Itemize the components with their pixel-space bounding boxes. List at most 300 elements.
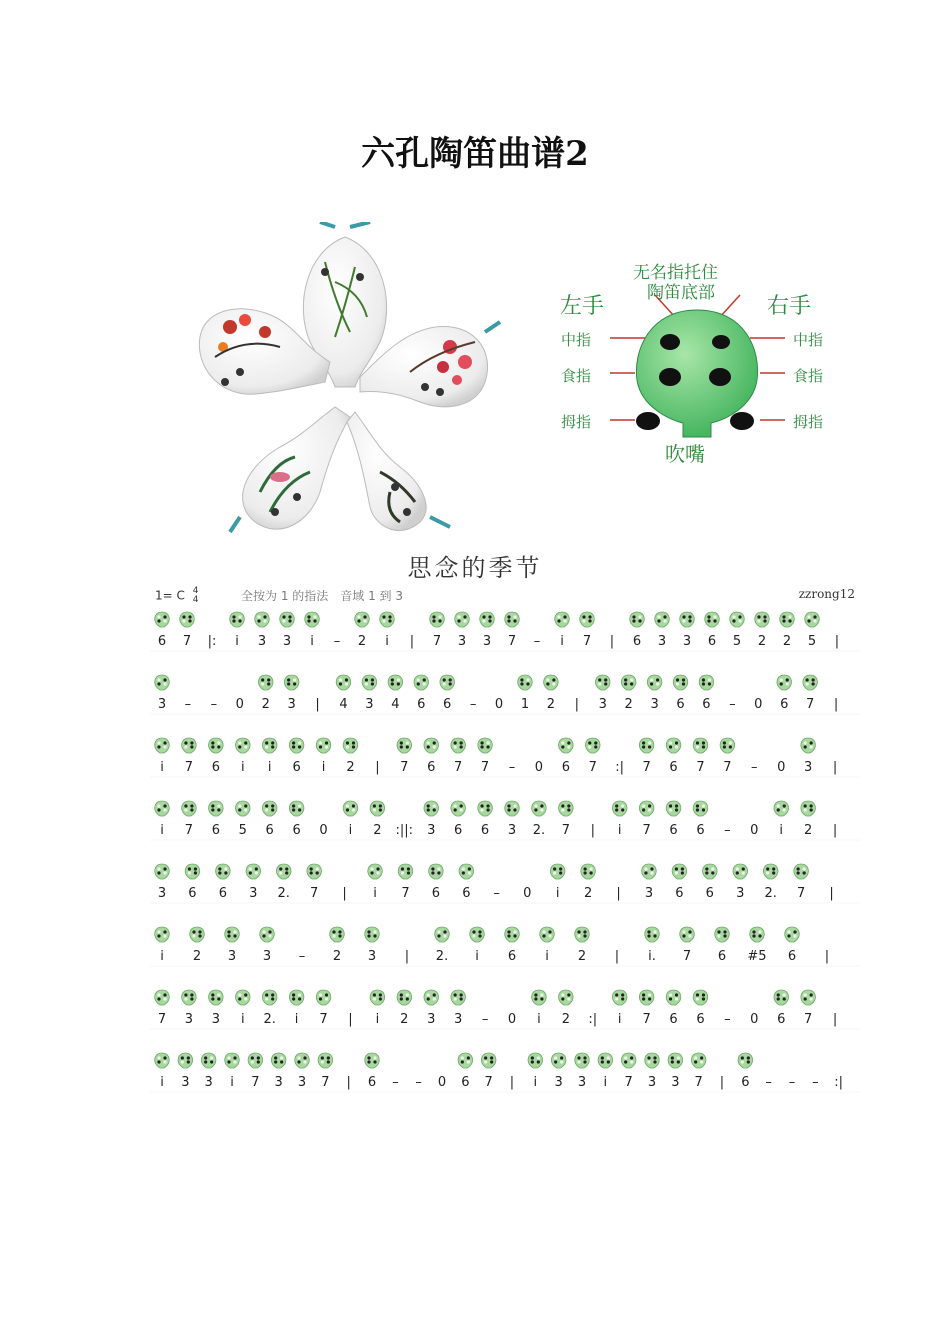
fingering-icon [182, 990, 196, 1005]
score-token: 3 [657, 634, 667, 649]
fingering-icon [435, 927, 449, 942]
score-token: – [415, 1075, 422, 1090]
score-token: i [235, 634, 239, 649]
fingering-icon [705, 612, 719, 627]
score-token: 6 [188, 886, 197, 901]
score-token: 6 [462, 886, 471, 901]
fingering-icon [666, 990, 680, 1005]
score-token: – [724, 823, 731, 838]
fingering-icon [555, 612, 569, 627]
score-token: 3 [204, 1075, 213, 1090]
fingering-icon [295, 1053, 309, 1068]
fingering-icon [803, 675, 817, 690]
left-index-finger-label: 食指 [561, 367, 592, 385]
score-token: | [609, 634, 615, 649]
fingering-icon [655, 612, 669, 627]
score-token: 6 [675, 886, 684, 901]
score-token: 0 [235, 697, 244, 712]
key-signature-text: 1= C [155, 588, 185, 603]
fingering-icon [647, 675, 661, 690]
score-token: i [603, 1075, 608, 1090]
ocarina-bottom-left [230, 407, 350, 532]
score-token: 3 [157, 697, 167, 712]
score-token: 6 [157, 634, 167, 649]
fingering-icon [429, 864, 443, 879]
fingering-icon [801, 990, 815, 1005]
fingering-icon [785, 927, 799, 942]
score-token: 0 [754, 697, 763, 712]
score-token: 0 [777, 760, 786, 775]
score-line [150, 675, 860, 714]
score-token: 7 [696, 760, 705, 775]
fingering-icon [246, 864, 260, 879]
fingering-icon [397, 990, 411, 1005]
score-line [150, 927, 860, 966]
score-token: | [834, 634, 840, 649]
score-token: 2 [332, 949, 342, 964]
score-token: | [832, 760, 838, 775]
fingering-icon [182, 801, 196, 816]
fingering-icon [289, 738, 303, 753]
score-token: 6 [292, 823, 301, 838]
score-token: 1 [520, 697, 530, 712]
time-signature-top: 4 [192, 586, 199, 596]
fingering-icon [307, 864, 321, 879]
fingering-icon [343, 738, 357, 753]
score-token: 3 [598, 697, 607, 712]
score-line [150, 738, 860, 777]
score-token: i [555, 886, 560, 901]
fingering-icon [236, 990, 250, 1005]
score-token: 7 [454, 760, 463, 775]
score-token: :||: [395, 823, 414, 838]
score-token: 6 [211, 760, 220, 775]
score-token: 2 [261, 697, 270, 712]
score-token: i [385, 634, 389, 649]
score-token: i [545, 949, 549, 964]
fingering-icon [666, 801, 680, 816]
score-line [150, 801, 860, 840]
score-token: 3 [227, 949, 237, 964]
score-token: 6 [427, 760, 436, 775]
score-token: 6 [780, 697, 789, 712]
score-token: i [373, 886, 377, 901]
score-token: 0 [319, 823, 328, 838]
score-token: 0 [534, 760, 544, 775]
fingering-icon [280, 612, 294, 627]
fingering-icon [481, 1053, 495, 1068]
score-token: i [310, 634, 314, 649]
score-token: i [537, 1012, 541, 1027]
fingering-icon [580, 612, 594, 627]
score-token: 7 [182, 634, 192, 649]
score-token: 7 [184, 760, 194, 775]
score-token: | [616, 886, 621, 901]
score-token: | [574, 697, 580, 712]
fingering-icon [155, 927, 169, 942]
score-token: 6 [669, 823, 678, 838]
score-token: 7 [432, 634, 442, 649]
score-token: i [240, 1012, 245, 1027]
fingering-icon [414, 675, 428, 690]
score-token: 2. [277, 886, 290, 901]
score-token: – [751, 760, 758, 775]
fingering-icon [216, 864, 230, 879]
fingering-icon [365, 927, 379, 942]
score-token: 6 [741, 1075, 750, 1090]
fingering-icon [262, 801, 276, 816]
score-token: 6 [777, 1012, 786, 1027]
fingering-hint: 全按为 1 的指法 音域 1 到 3 [241, 589, 403, 603]
score-token: 7 [401, 886, 410, 901]
fingering-icon [155, 864, 169, 879]
score-token: 2 [804, 823, 813, 838]
fingering-icon [455, 612, 469, 627]
fingering-icon [209, 801, 223, 816]
score-token: | [315, 697, 320, 712]
score-token: 7 [694, 1075, 703, 1090]
score-line [150, 990, 860, 1029]
score-token: – [493, 886, 501, 901]
score-token: 7 [400, 760, 409, 775]
score-token: 3 [554, 1075, 563, 1090]
score-token: 5 [238, 823, 247, 838]
fingering-icon [155, 675, 169, 690]
fingering-icon [699, 675, 713, 690]
right-index-finger-label: 食指 [793, 367, 824, 385]
fingering-icon [155, 612, 169, 627]
fingering-icon [559, 738, 573, 753]
score-token: 3 [507, 823, 517, 838]
score-token: 0 [494, 697, 504, 712]
score-token: 4 [391, 697, 400, 712]
fingering-icon [209, 990, 223, 1005]
score-token: 6 [443, 697, 452, 712]
score-token: 7 [624, 1075, 633, 1090]
score-token: 7 [319, 1012, 328, 1027]
score-token: 6 [265, 823, 274, 838]
fingering-icon [733, 864, 747, 879]
score-token: 3 [287, 697, 296, 712]
fingering-icon [532, 990, 546, 1005]
score-token: 6 [507, 949, 517, 964]
score-author: zzrong12 [798, 587, 855, 601]
score-token: 7 [507, 634, 517, 649]
fingering-icon [673, 675, 687, 690]
score-token: 3 [249, 886, 258, 901]
fingering-icon [581, 864, 595, 879]
fingering-icon [424, 738, 438, 753]
score-token: 2 [577, 949, 587, 964]
score-token: | [404, 949, 410, 964]
fingering-icon [645, 927, 659, 942]
fingering-icon [262, 990, 276, 1005]
score-token: 3 [157, 886, 167, 901]
score-token: – [298, 949, 306, 964]
score-token: 3 [454, 1012, 463, 1027]
fingering-icon [424, 990, 438, 1005]
fingering-icon [639, 990, 653, 1005]
fingering-icon [668, 1053, 682, 1068]
score-token: 7 [484, 1075, 493, 1090]
fingering-icon [559, 801, 573, 816]
score-token: 3 [367, 949, 377, 964]
score-token: 3 [647, 1075, 657, 1090]
score-token: 0 [750, 1012, 759, 1027]
score-token: – [788, 1075, 796, 1090]
score-token: i [533, 1075, 538, 1090]
fingering-icon [505, 801, 519, 816]
fingering-icon [575, 927, 589, 942]
fingering-icon [255, 612, 269, 627]
score-token: | [590, 823, 595, 838]
score-token: 7 [642, 760, 651, 775]
fingering-icon [180, 612, 194, 627]
score-token: 3 [257, 634, 267, 649]
score-token: 3 [427, 823, 436, 838]
score-token: 7 [642, 823, 651, 838]
fingering-icon [276, 864, 290, 879]
score-token: | [829, 886, 834, 901]
fingering-icon [284, 675, 298, 690]
score-token: 0 [750, 823, 759, 838]
fingering-icon [559, 990, 573, 1005]
fingering-diagram [555, 255, 860, 470]
score-token: 6 [696, 823, 705, 838]
score-token: 7 [723, 760, 732, 775]
fingering-icon [755, 612, 769, 627]
score-token: 6 [705, 886, 714, 901]
fingering-icon [645, 1053, 659, 1068]
fingering-icon [260, 927, 274, 942]
score-token: 3 [682, 634, 692, 649]
score-token: |: [207, 634, 217, 649]
score-token: 3 [282, 634, 292, 649]
fingering-icon [612, 801, 626, 816]
score-token: i [560, 634, 564, 649]
score-token: i [160, 949, 164, 964]
score-token: 7 [582, 634, 592, 649]
right-thumb-label: 拇指 [793, 413, 824, 431]
fingering-icon [680, 612, 694, 627]
score-token: 7 [157, 1012, 167, 1027]
score-token: – [210, 697, 218, 712]
diagram-note-line2: 陶笛底部 [647, 283, 715, 303]
score-token: 6 [218, 886, 228, 901]
fingering-icon [155, 801, 169, 816]
score-token: i [267, 760, 272, 775]
score-token: | [824, 949, 830, 964]
score-token: | [832, 1012, 838, 1027]
fingering-icon [478, 801, 492, 816]
ocarina-photo [185, 222, 505, 537]
fingering-icon [720, 738, 734, 753]
left-thumb-label: 拇指 [561, 413, 592, 431]
fingering-icon [330, 927, 344, 942]
score-token: – [765, 1075, 772, 1090]
fingering-icon [470, 927, 484, 942]
fingering-icon [355, 612, 369, 627]
fingering-icon [774, 801, 788, 816]
score-token: i [230, 1075, 234, 1090]
right-hand-label: 右手 [767, 294, 812, 319]
fingering-icon [248, 1053, 262, 1068]
score-token: i [160, 823, 164, 838]
score-token: i. [648, 949, 656, 964]
score-token: 3 [427, 1012, 436, 1027]
score-token: 7 [796, 886, 806, 901]
fingering-icon [801, 738, 815, 753]
fingering-icon [505, 927, 519, 942]
score-token: 7 [251, 1075, 260, 1090]
score-token: i [160, 1075, 164, 1090]
score-token: :| [615, 760, 625, 775]
score-token: 6 [696, 1012, 705, 1027]
fingering-icon [370, 990, 384, 1005]
score-token: 0 [507, 1012, 517, 1027]
score-token: 2 [782, 634, 792, 649]
mouthpiece-label: 吹嘴 [665, 442, 705, 466]
score-line [150, 612, 860, 651]
fingering-icon [155, 990, 169, 1005]
score-token: 2 [192, 949, 202, 964]
score-token: | [719, 1075, 725, 1090]
score-token: 7 [561, 823, 570, 838]
score-token: 6 [417, 697, 426, 712]
fingering-icon [458, 1053, 472, 1068]
score-token: 3 [577, 1075, 587, 1090]
score-token: 0 [437, 1075, 447, 1090]
score-token: 2 [400, 1012, 409, 1027]
fingering-icon [155, 1053, 169, 1068]
score-token: 3 [736, 886, 745, 901]
fingering-icon [693, 801, 707, 816]
document-title: 六孔陶笛曲谱2 [361, 134, 589, 174]
score-token: 6 [707, 634, 717, 649]
score-token: | [346, 1075, 351, 1090]
score-token: 7 [480, 760, 490, 775]
score-token: i [321, 760, 326, 775]
fingering-icon [424, 801, 438, 816]
score-token: 6 [632, 634, 642, 649]
score-token: 3 [211, 1012, 220, 1027]
fingering-icon [586, 738, 600, 753]
fingering-icon [451, 990, 465, 1005]
fingering-icon [343, 801, 357, 816]
fingering-icon [598, 1053, 612, 1068]
score-token: 7 [682, 949, 692, 964]
fingering-icon [225, 1053, 239, 1068]
fingering-icon [305, 612, 319, 627]
score-token: i [348, 823, 353, 838]
fingering-icon [666, 738, 680, 753]
score-token: 6 [669, 1012, 678, 1027]
score-token: 5 [807, 634, 817, 649]
score-token: – [184, 697, 192, 712]
fingering-icon [201, 1053, 215, 1068]
score-token: 6 [454, 823, 463, 838]
score-token: 6 [676, 697, 685, 712]
fingering-icon [544, 675, 558, 690]
score-token: 2 [357, 634, 367, 649]
score-token: | [614, 949, 620, 964]
left-hand-label: 左手 [560, 294, 605, 319]
score-token: i [617, 1012, 622, 1027]
score-token: 6 [717, 949, 727, 964]
fingering-icon [316, 738, 330, 753]
fingering-icon [703, 864, 717, 879]
fingering-icon [182, 738, 196, 753]
score-token: 7 [804, 1012, 813, 1027]
score-token: – [333, 634, 341, 649]
fingering-icon [715, 927, 729, 942]
fingering-icon [478, 738, 492, 753]
numbered-score [150, 600, 870, 1110]
score-token: :| [588, 1012, 598, 1027]
fingering-icon [794, 864, 808, 879]
score-token: | [832, 823, 838, 838]
score-token: 6 [431, 886, 441, 901]
score-token: 4 [339, 697, 348, 712]
fingering-icon [630, 612, 644, 627]
score-token: 3 [671, 1075, 680, 1090]
fingering-icon [730, 612, 744, 627]
fingering-icon [528, 1053, 542, 1068]
fingering-icon [777, 675, 791, 690]
score-token: 6 [211, 823, 220, 838]
fingering-icon [225, 927, 239, 942]
fingering-icon [365, 1053, 379, 1068]
fingering-icon [289, 990, 303, 1005]
score-token: – [533, 634, 541, 649]
fingering-icon [451, 738, 465, 753]
fingering-icon [236, 738, 250, 753]
score-token: :| [834, 1075, 844, 1090]
fingering-icon [639, 738, 653, 753]
score-token: 3 [482, 634, 492, 649]
fingering-icon [190, 927, 204, 942]
score-token: i [617, 823, 622, 838]
fingering-icon [505, 612, 519, 627]
score-token: 6 [292, 760, 301, 775]
fingering-icon [316, 990, 330, 1005]
score-line [150, 864, 860, 903]
score-token: 7 [806, 697, 815, 712]
fingering-icon [532, 801, 546, 816]
left-middle-finger-label: 中指 [561, 331, 592, 349]
score-token: 6 [367, 1075, 377, 1090]
fingering-icon [380, 612, 394, 627]
fingering-icon [693, 990, 707, 1005]
fingering-icon [318, 1053, 332, 1068]
fingering-icon [236, 801, 250, 816]
song-title: 思念的季节 [407, 554, 543, 582]
score-token: | [375, 760, 380, 775]
fingering-icon [362, 675, 376, 690]
fingering-icon [258, 675, 272, 690]
fingering-icon [693, 738, 707, 753]
fingering-icon [540, 927, 554, 942]
fingering-icon [368, 864, 382, 879]
score-token: 6 [461, 1075, 470, 1090]
fingering-icon [691, 1053, 705, 1068]
score-token: i [475, 949, 479, 964]
score-token: 6 [702, 697, 711, 712]
score-token: 3 [644, 886, 654, 901]
fingering-icon [230, 612, 244, 627]
fingering-icon [621, 675, 635, 690]
fingering-icon [780, 612, 794, 627]
